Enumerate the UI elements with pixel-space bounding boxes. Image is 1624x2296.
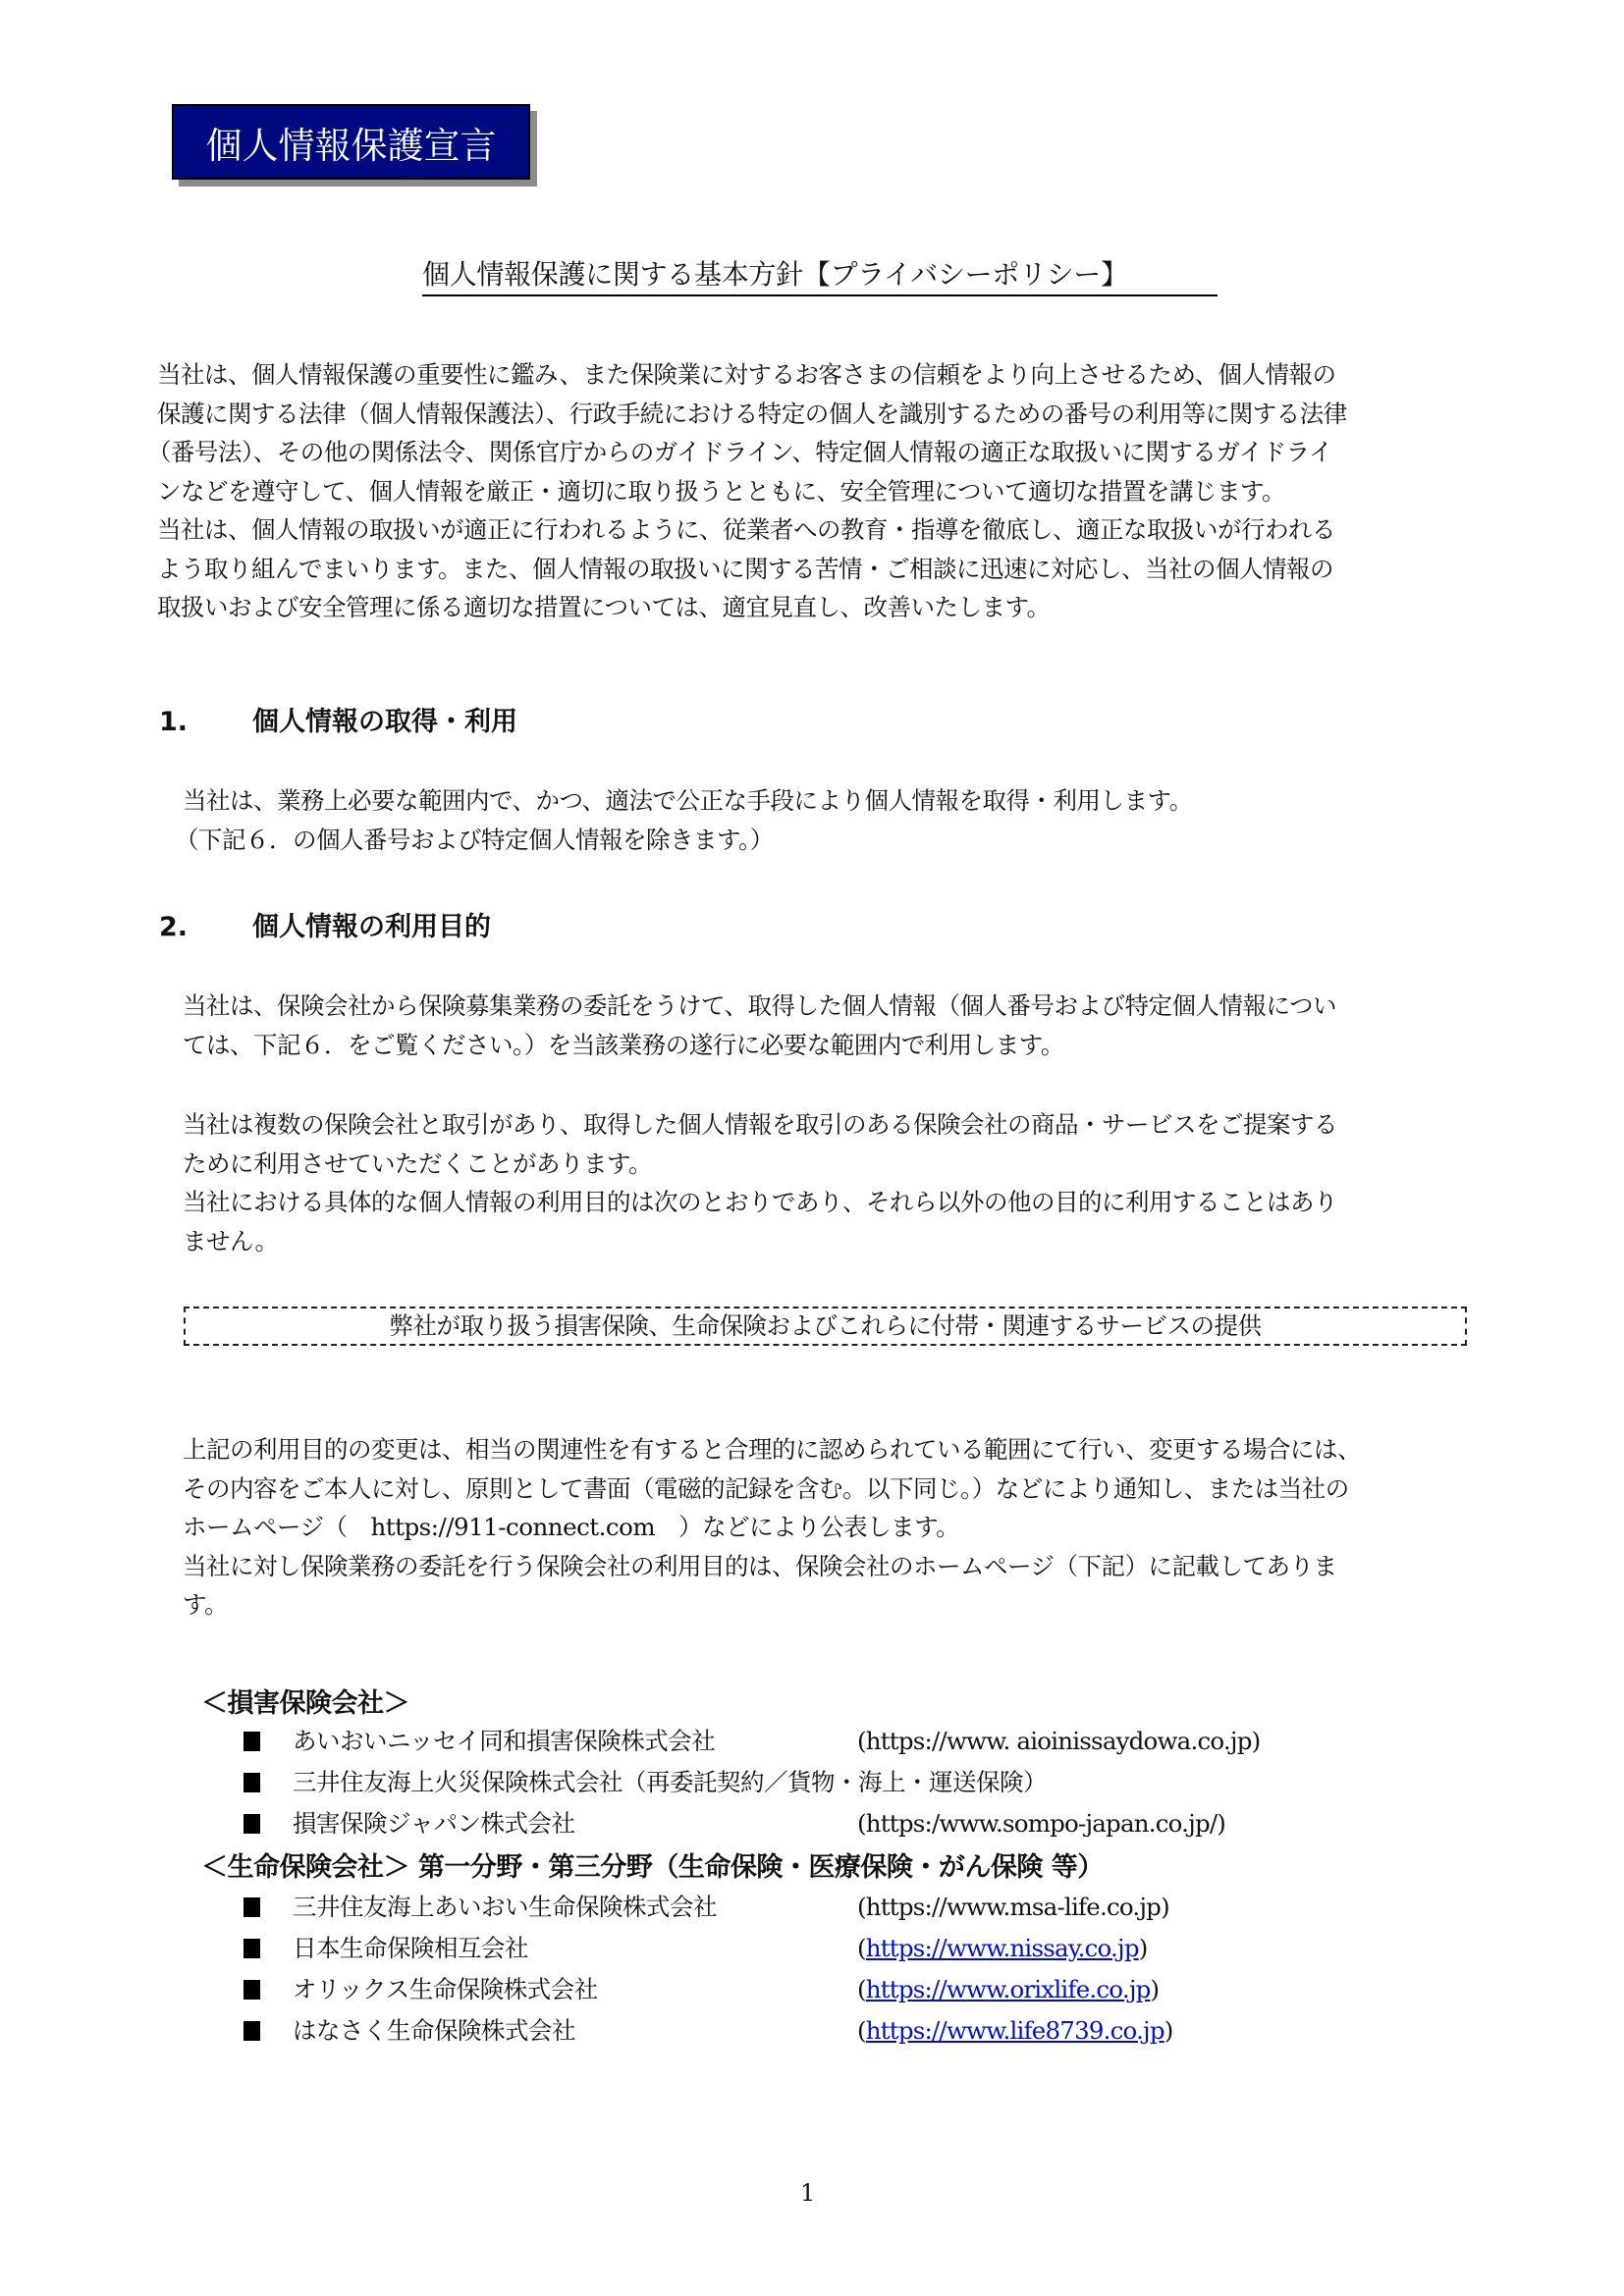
nissay-link[interactable]: https://www.nissay.co.jp xyxy=(865,1934,1139,1962)
section1-title: 個人情報の取得・利用 xyxy=(252,707,517,737)
section2-title: 個人情報の利用目的 xyxy=(252,912,491,942)
section2-line: ホームページ（ https://911-connect.com ）などにより公表します。 xyxy=(183,1513,960,1541)
intro-paragraph xyxy=(147,355,1347,627)
section2-line: ては、下記６．をご覧ください。）を当該業務の遂行に必要な範囲内で利用します。 xyxy=(183,1030,1064,1059)
section2-para1 xyxy=(183,987,1336,1064)
company-row xyxy=(244,1969,1422,2010)
paren-close: ) xyxy=(1164,2016,1173,2045)
square-bullet-icon xyxy=(244,1980,260,2000)
square-bullet-icon xyxy=(244,1814,260,1834)
section2-number: 2. xyxy=(159,912,189,942)
life-heading: ＜生命保険会社＞ 第一分野・第三分野（生命保険・医療保険・がん保険 等） xyxy=(201,1852,1104,1883)
company-name: 日本生命保険相互会社 xyxy=(293,1934,528,1962)
company-row xyxy=(244,1803,1422,1844)
intro-line: （番号法）、その他の関係法令、関係官庁からのガイドライン、特定個人情報の適正な取扱いに関するガイドライ xyxy=(147,438,1332,466)
square-bullet-icon xyxy=(244,1897,260,1917)
company-name: 三井住友海上あいおい生命保険株式会社 xyxy=(293,1893,717,1921)
paren-open: ( xyxy=(857,1975,866,2003)
company-name: はなさく生命保険株式会社 xyxy=(293,2016,575,2045)
policy-subtitle: 個人情報保護に関する基本方針【プライバシーポリシー】 xyxy=(422,253,1218,296)
company-row xyxy=(244,1928,1422,1969)
company-row xyxy=(244,1887,1422,1928)
paren-open: ( xyxy=(857,1934,866,1962)
section1-line: 当社は、業務上必要な範囲内で、かつ、適法で公正な手段により個人情報を取得・利用します。 xyxy=(183,786,1193,815)
square-bullet-icon xyxy=(244,1939,260,1958)
intro-line: よう取り組んでまいります。また、個人情報の取扱いに関する苦情・ご相談に迅速に対応し、当社の個人情報の xyxy=(157,554,1334,583)
section2-line: その内容をご本人に対し、原則として書面（電磁的記録を含む。以下同じ。）などにより通知し、または当社の xyxy=(183,1473,1349,1503)
section1-body xyxy=(175,781,1193,859)
company-url-wrapper xyxy=(857,1928,1147,1969)
section2-line: 当社に対し保険業務の委託を行う保険会社の利用目的は、保険会社のホームページ（下記）に記載してありま xyxy=(183,1551,1337,1580)
company-row xyxy=(244,1721,1422,1762)
section2-para2 xyxy=(183,1105,1337,1260)
life8739-link[interactable]: https://www.life8739.co.jp xyxy=(865,2016,1164,2045)
company-url: (https://www. aioinissaydowa.co.jp) xyxy=(857,1727,1261,1755)
section1-number: 1. xyxy=(159,707,189,737)
section2-line: 当社は、保険会社から保険募集業務の委託をうけて、取得した個人情報（個人番号および特定個人情報につい xyxy=(183,991,1337,1020)
company-url-wrapper xyxy=(857,1969,1159,2010)
paren-close: ) xyxy=(1138,1934,1148,1962)
section2-line: ために利用させていただくことがあります。 xyxy=(183,1148,653,1178)
company-name: 損害保険ジャパン株式会社 xyxy=(293,1809,575,1838)
paren-open: ( xyxy=(857,2016,866,2045)
nonlife-heading: ＜損害保険会社＞ xyxy=(201,1688,409,1719)
intro-line: 当社は、個人情報保護の重要性に鑑み、また保険業に対するお客さまの信頼をより向上させるため、個人情報の xyxy=(157,360,1336,389)
purpose-box: 弊社が取り扱う損害保険、生命保険およびこれらに付帯・関連するサービスの提供 xyxy=(184,1307,1467,1346)
nonlife-list xyxy=(244,1721,1422,1844)
intro-line: 取扱いおよび安全管理に係る適切な措置については、適宜見直し、改善いたします。 xyxy=(157,593,1051,621)
intro-line: ンなどを遵守して、個人情報を厳正・適切に取り扱うとともに、安全管理について適切な措置を講じます。 xyxy=(157,476,1286,506)
square-bullet-icon xyxy=(244,1773,260,1792)
section2-para3 xyxy=(183,1430,1361,1625)
company-name: 三井住友海上火災保険株式会社（再委託契約／貨物・海上・運送保険） xyxy=(293,1768,1047,1796)
section1-line: （下記６．の個人番号および特定個人情報を除きます。） xyxy=(175,825,774,854)
section1-heading xyxy=(159,700,517,738)
paren-close: ) xyxy=(1150,1975,1160,2003)
section2-line: ません。 xyxy=(183,1226,279,1255)
declaration-title: 個人情報保護宣言 xyxy=(205,124,497,167)
section2-line: 上記の利用目的の変更は、相当の関連性を有すると合理的に認められている範囲にて行い、変更する場合には、 xyxy=(183,1435,1361,1464)
intro-line: 保護に関する法律（個人情報保護法）、行政手続における特定の個人を識別するための番号の利用等に関する法律 xyxy=(157,399,1347,428)
company-name: オリックス生命保険株式会社 xyxy=(293,1975,598,2003)
page-number: 1 xyxy=(800,2179,816,2207)
company-url: (https:/www.sompo-japan.co.jp/) xyxy=(857,1809,1226,1838)
company-url-wrapper xyxy=(857,2010,1173,2052)
section2-line: 当社における具体的な個人情報の利用目的は次のとおりであり、それら以外の他の目的に利用することはあり xyxy=(183,1188,1337,1216)
company-row xyxy=(244,2010,1422,2052)
section2-heading xyxy=(159,905,491,943)
intro-line: 当社は、個人情報の取扱いが適正に行われるように、従業者への教育・指導を徹底し、適正な取扱いが行われる xyxy=(157,515,1335,544)
declaration-title-box xyxy=(172,104,530,180)
section2-line: す。 xyxy=(183,1590,229,1619)
section2-line: 当社は複数の保険会社と取引があり、取得した個人情報を取引のある保険会社の商品・サービスをご提案する xyxy=(183,1110,1337,1139)
company-url: (https://www.msa-life.co.jp) xyxy=(857,1893,1169,1921)
square-bullet-icon xyxy=(244,1732,260,1751)
company-name: あいおいニッセイ同和損害保険株式会社 xyxy=(293,1727,716,1755)
company-row xyxy=(244,1762,1422,1803)
square-bullet-icon xyxy=(244,2021,260,2041)
orixlife-link[interactable]: https://www.orixlife.co.jp xyxy=(865,1975,1151,2003)
life-list xyxy=(244,1887,1422,2052)
